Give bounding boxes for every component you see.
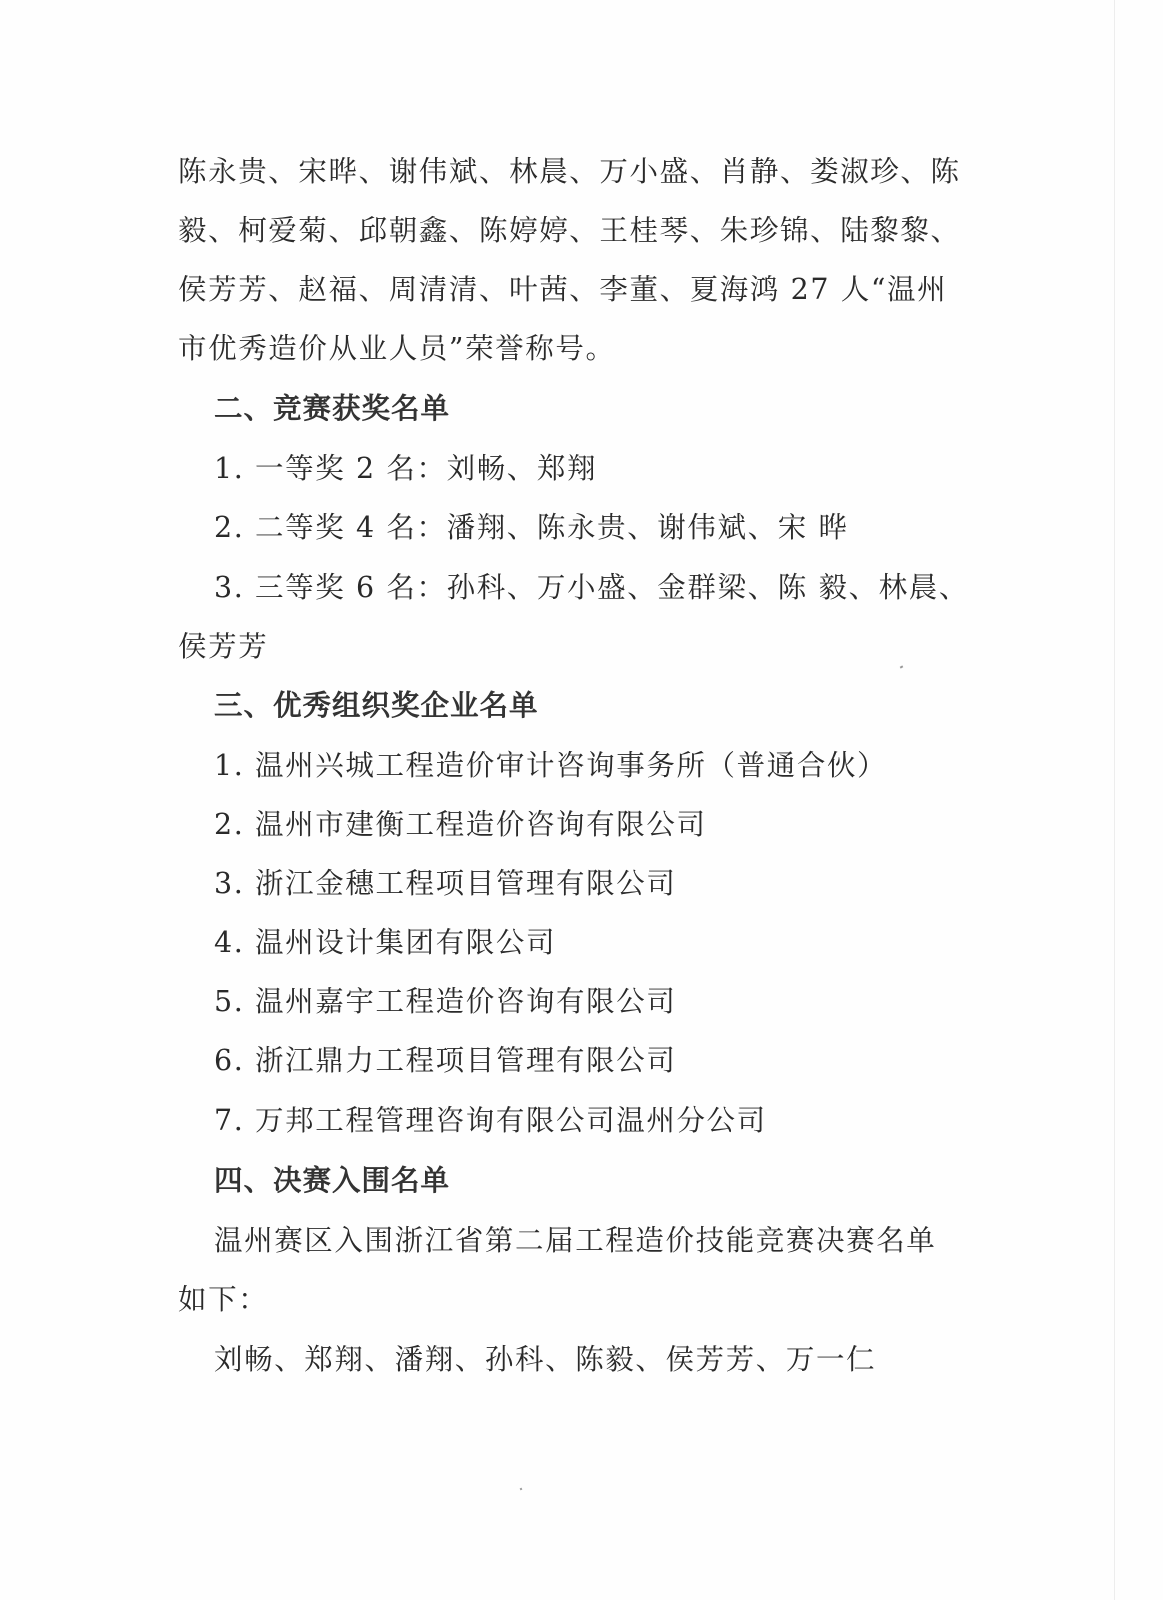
finalist-intro-line-1: 温州赛区入围浙江省第二届工程造价技能竞赛决赛名单 [214, 1224, 937, 1257]
company-item-3: 3. 浙江金穗工程项目管理有限公司 [214, 867, 677, 900]
section-3-heading: 三、优秀组织奖企业名单 [214, 689, 539, 722]
section-2-heading: 二、竞赛获奖名单 [214, 392, 451, 425]
honors-line-3: 侯芳芳、赵福、周清清、叶茜、李董、夏海鸿 27 人“温州 [178, 273, 948, 306]
company-item-1: 1. 温州兴城工程造价审计咨询事务所（普通合伙） [214, 749, 888, 782]
company-item-4: 4. 温州设计集团有限公司 [214, 926, 557, 959]
honors-line-1: 陈永贵、宋晔、谢伟斌、林晨、万小盛、肖静、娄淑珍、陈 [178, 155, 961, 188]
company-item-7: 7. 万邦工程管理咨询有限公司温州分公司 [214, 1104, 767, 1137]
honors-line-2: 毅、柯爱菊、邱朝鑫、陈婷婷、王桂琴、朱珍锦、陆黎黎、 [178, 214, 961, 247]
finalist-intro-line-2: 如下： [178, 1283, 269, 1316]
award-item-2: 2. 二等奖 4 名：潘翔、陈永贵、谢伟斌、宋 晔 [214, 511, 849, 544]
award-item-1: 1. 一等奖 2 名：刘畅、郑翔 [214, 452, 598, 485]
scan-speck [520, 1488, 523, 1491]
company-item-6: 6. 浙江鼎力工程项目管理有限公司 [214, 1044, 677, 1077]
award-item-3: 3. 三等奖 6 名：孙科、万小盛、金群梁、陈 毅、林晨、 [214, 571, 969, 604]
scan-edge [1114, 0, 1115, 1600]
scan-speck [900, 665, 904, 668]
section-4-heading: 四、决赛入围名单 [214, 1164, 451, 1197]
award-item-3-continuation: 侯芳芳 [178, 630, 269, 663]
company-item-5: 5. 温州嘉宇工程造价咨询有限公司 [214, 985, 677, 1018]
company-item-2: 2. 温州市建衡工程造价咨询有限公司 [214, 808, 707, 841]
finalist-names: 刘畅、郑翔、潘翔、孙科、陈毅、侯芳芳、万一仁 [214, 1343, 877, 1376]
honors-line-4: 市优秀造价从业人员”荣誉称号。 [178, 332, 616, 365]
